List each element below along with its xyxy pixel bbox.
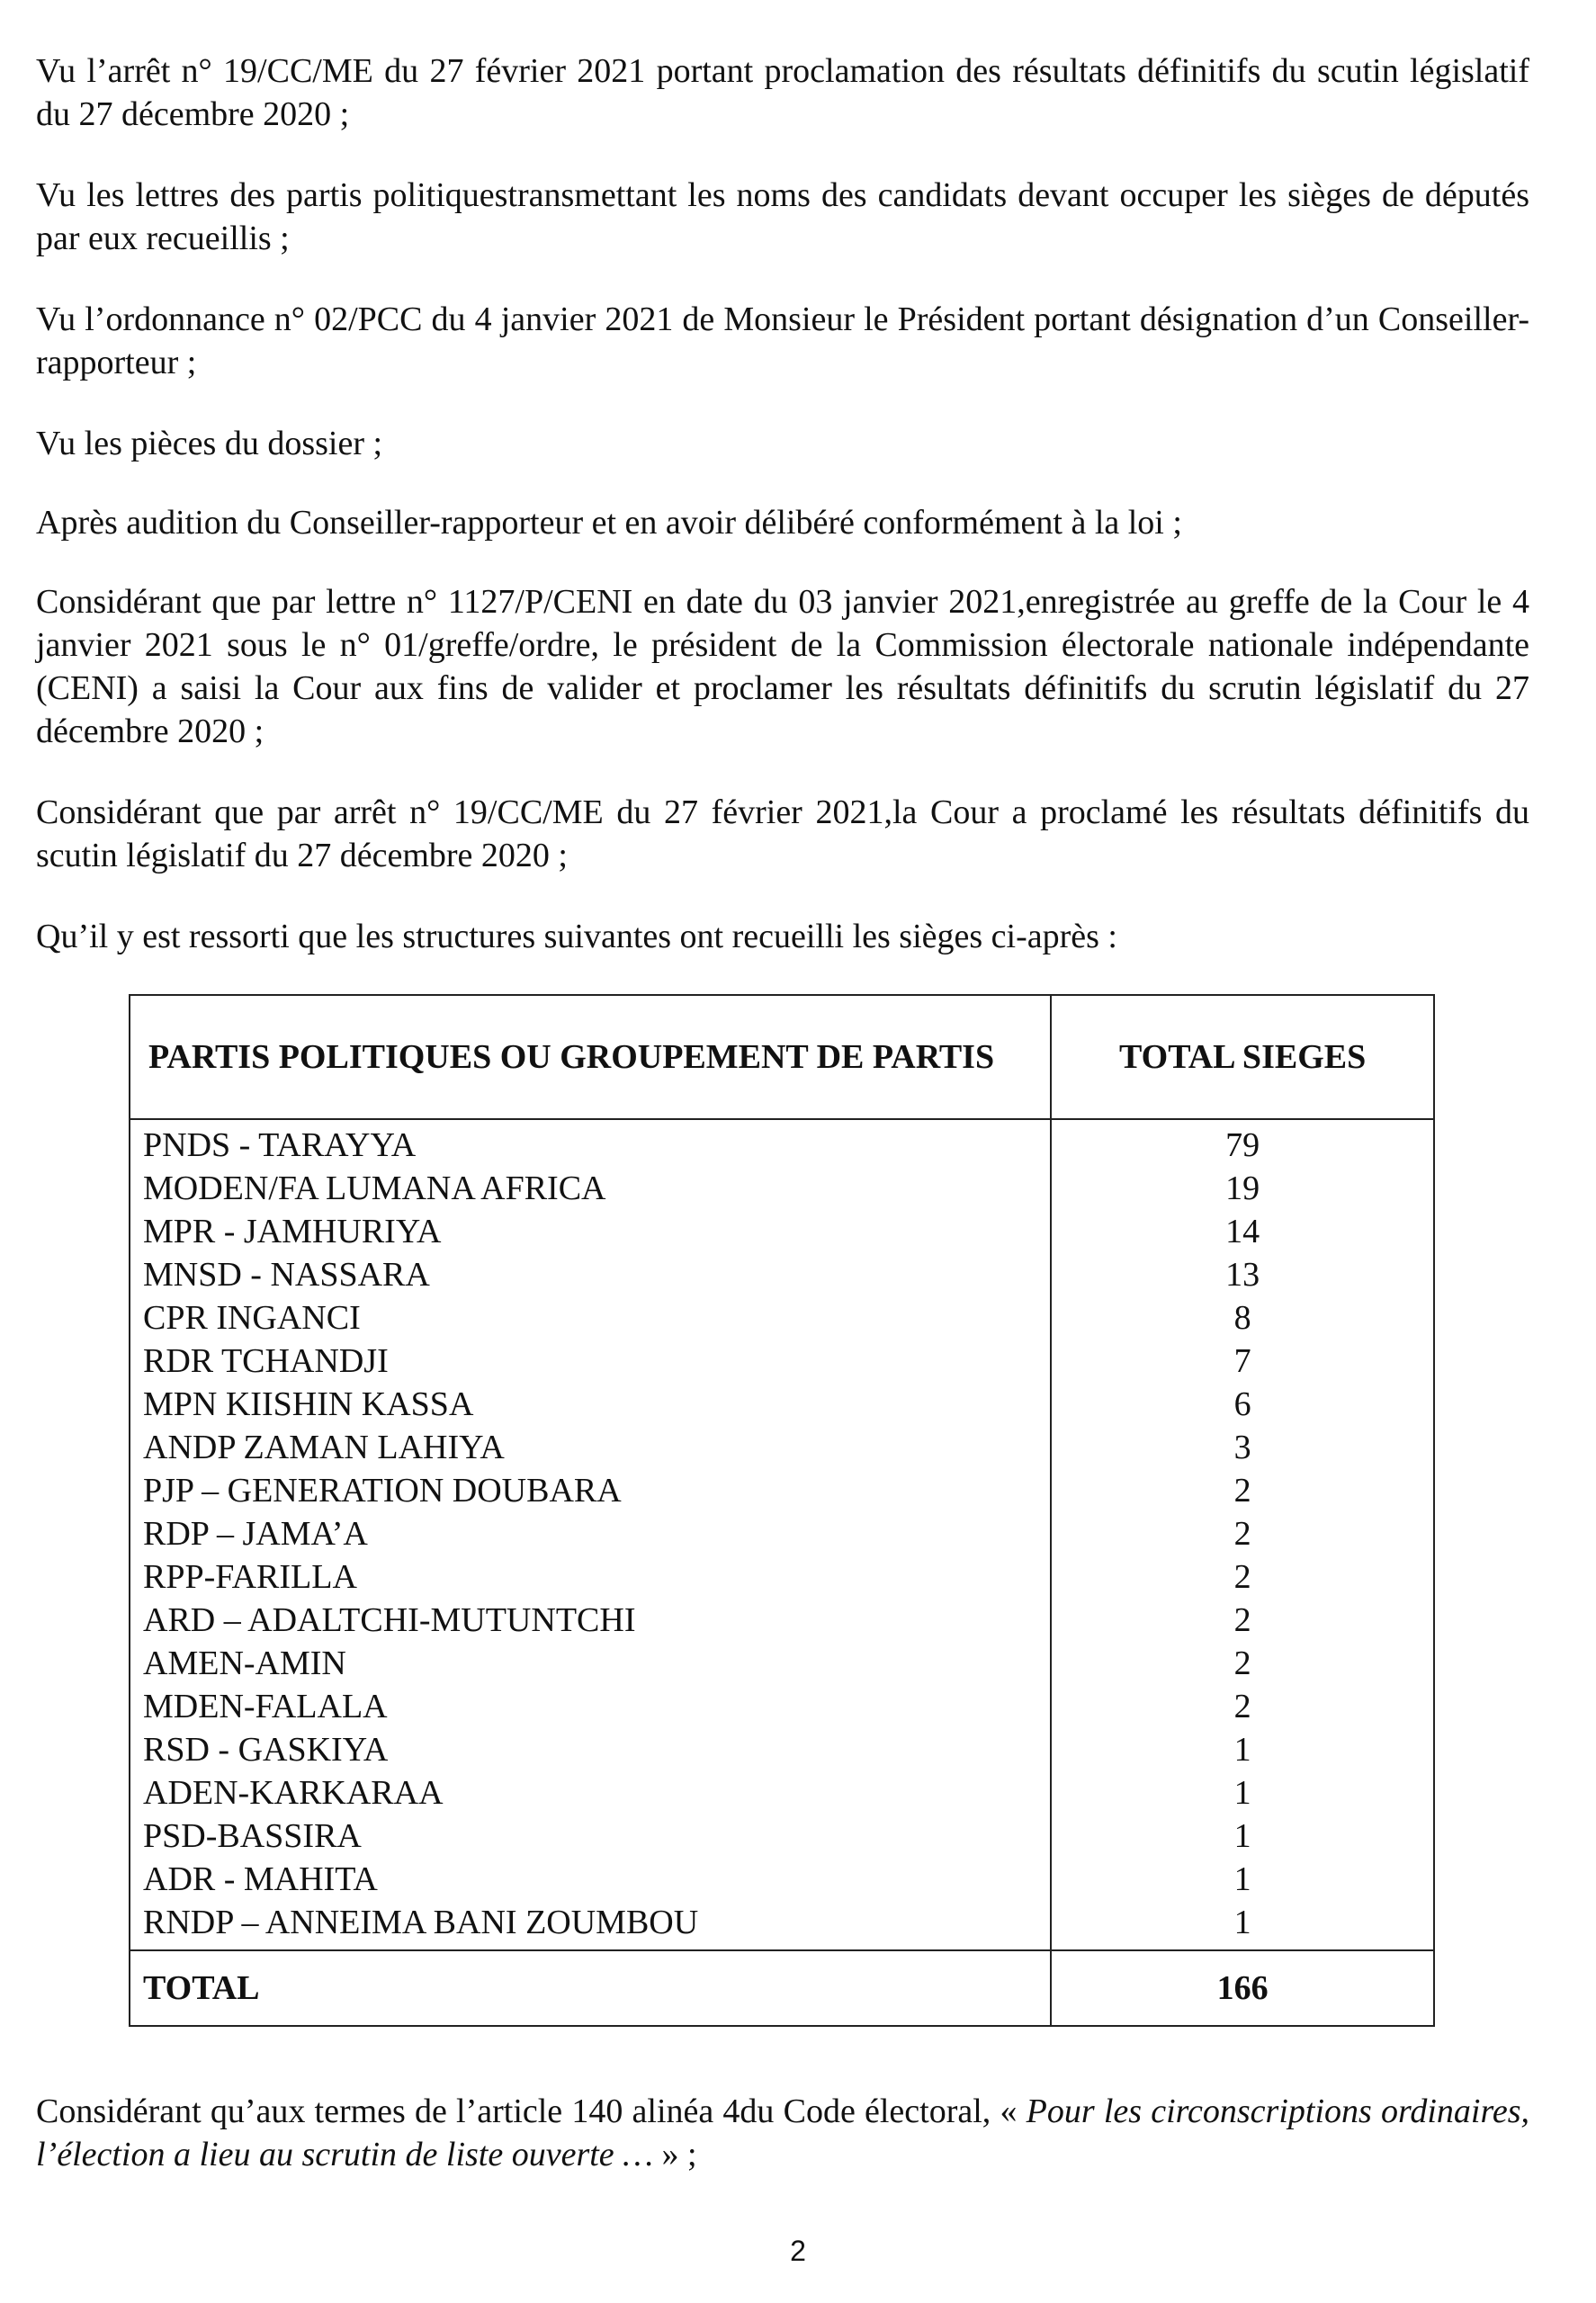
party-seats: 1: [1051, 1728, 1434, 1771]
party-name: RDR TCHANDJI: [130, 1340, 1051, 1383]
table-row: [130, 1555, 1434, 1599]
header-seats: TOTAL SIEGES: [1051, 995, 1434, 1119]
table-row: [130, 1296, 1434, 1340]
party-name: MDEN-FALALA: [130, 1685, 1051, 1728]
party-name: PNDS - TARAYYA: [130, 1119, 1051, 1167]
party-seats: 2: [1051, 1555, 1434, 1599]
party-name: MNSD - NASSARA: [130, 1253, 1051, 1296]
closing-lead: Considérant qu’aux termes de l’article 140 alinéa 4du Code électoral, «: [36, 2092, 1018, 2130]
party-seats: 19: [1051, 1167, 1434, 1210]
header-party: PARTIS POLITIQUES OU GROUPEMENT DE PARTIS: [130, 995, 1051, 1119]
paragraph-vu-pieces: Vu les pièces du dossier ;: [36, 425, 383, 462]
party-name: MODEN/FA LUMANA AFRICA: [130, 1167, 1051, 1210]
paragraph-considerant-arret: Considérant que par arrêt n° 19/CC/ME du 27 février 2021,la Cour a proclamé les résultats définitifs du scutin législatif du 27 décembre 2020 ;: [36, 793, 1529, 874]
party-seats: 2: [1051, 1599, 1434, 1642]
table-total-row: [130, 1950, 1434, 2026]
paragraph-ressorti: Qu’il y est ressorti que les structures suivantes ont recueilli les sièges ci-après :: [36, 918, 1117, 955]
party-name: RSD - GASKIYA: [130, 1728, 1051, 1771]
table-row: [130, 1728, 1434, 1771]
party-name: ADEN-KARKARAA: [130, 1771, 1051, 1815]
party-name: ANDP ZAMAN LAHIYA: [130, 1426, 1051, 1469]
table-row: [130, 1253, 1434, 1296]
page-number: 2: [790, 2235, 806, 2267]
total-value: 166: [1051, 1950, 1434, 2026]
table-row: [130, 1858, 1434, 1901]
party-seats: 2: [1051, 1642, 1434, 1685]
party-seats: 1: [1051, 1771, 1434, 1815]
table-row: [130, 1426, 1434, 1469]
party-seats: 1: [1051, 1858, 1434, 1901]
table-row: [130, 1340, 1434, 1383]
party-name: AMEN-AMIN: [130, 1642, 1051, 1685]
paragraph-considerant-article: [36, 2090, 1529, 2176]
paragraph-vu-arret: Vu l’arrêt n° 19/CC/ME du 27 février 2021 portant proclamation des résultats définitifs du scutin législatif du 27 décembre 2020 ;: [36, 52, 1529, 133]
party-seats: 7: [1051, 1340, 1434, 1383]
paragraph-considerant-lettre: Considérant que par lettre n° 1127/P/CENI en date du 03 janvier 2021,enregistrée au greffe de la Cour le 4 janvier 2021 sous le n° 01/greffe/ordre, le président de la Commission électorale nationale indépendante (CENI) a saisi la Cour aux fins de valider et proclamer les résultats définitifs du scrutin législatif du 27 décembre 2020 ;: [36, 583, 1529, 750]
party-name: ARD – ADALTCHI-MUTUNTCHI: [130, 1599, 1051, 1642]
closing-quote: Pour les circonscriptions ordinaires, l’élection a lieu au scrutin de liste ouverte …: [36, 2092, 1530, 2173]
party-seats: 2: [1051, 1512, 1434, 1555]
table-row: [130, 1167, 1434, 1210]
paragraph-vu-lettres: Vu les lettres des partis politiquestransmettant les noms des candidats devant occuper les sièges de députés par eux recueillis ;: [36, 176, 1529, 257]
table-row: [130, 1210, 1434, 1253]
table-row: [130, 1685, 1434, 1728]
party-seats: 6: [1051, 1383, 1434, 1426]
party-seats: 79: [1051, 1119, 1434, 1167]
table-row: [130, 1599, 1434, 1642]
table-row: [130, 1383, 1434, 1426]
table-row: [130, 1771, 1434, 1815]
party-seats: 2: [1051, 1469, 1434, 1512]
party-name: MPR - JAMHURIYA: [130, 1210, 1051, 1253]
party-name: ADR - MAHITA: [130, 1858, 1051, 1901]
party-name: RDP – JAMA’A: [130, 1512, 1051, 1555]
table-row: [130, 1119, 1434, 1167]
party-seats: 3: [1051, 1426, 1434, 1469]
party-name: MPN KIISHIN KASSA: [130, 1383, 1051, 1426]
party-name: CPR INGANCI: [130, 1296, 1051, 1340]
table-row: [130, 1815, 1434, 1858]
table-header-row: [130, 995, 1434, 1119]
table-row: [130, 1901, 1434, 1950]
table-row: [130, 1469, 1434, 1512]
party-name: PJP – GENERATION DOUBARA: [130, 1469, 1051, 1512]
paragraph-vu-ordonnance: Vu l’ordonnance n° 02/PCC du 4 janvier 2021 de Monsieur le Président portant désignation d’un Conseiller-rapporteur ;: [36, 300, 1529, 381]
total-label: TOTAL: [130, 1950, 1051, 2026]
party-seats: 1: [1051, 1901, 1434, 1950]
table-body: [130, 1119, 1434, 1950]
party-seats: 1: [1051, 1815, 1434, 1858]
party-seats: 2: [1051, 1685, 1434, 1728]
party-name: RPP-FARILLA: [130, 1555, 1051, 1599]
paragraph-apres-audition: Après audition du Conseiller-rapporteur et en avoir délibéré conformément à la loi ;: [36, 504, 1182, 542]
document-page: [36, 49, 1529, 2214]
party-name: PSD-BASSIRA: [130, 1815, 1051, 1858]
table-row: [130, 1642, 1434, 1685]
seats-table: [129, 994, 1435, 2027]
party-seats: 14: [1051, 1210, 1434, 1253]
party-name: RNDP – ANNEIMA BANI ZOUMBOU: [130, 1901, 1051, 1950]
closing-tail: » ;: [652, 2136, 697, 2173]
party-seats: 13: [1051, 1253, 1434, 1296]
table-row: [130, 1512, 1434, 1555]
seats-table-wrapper: [129, 994, 1435, 2027]
party-seats: 8: [1051, 1296, 1434, 1340]
